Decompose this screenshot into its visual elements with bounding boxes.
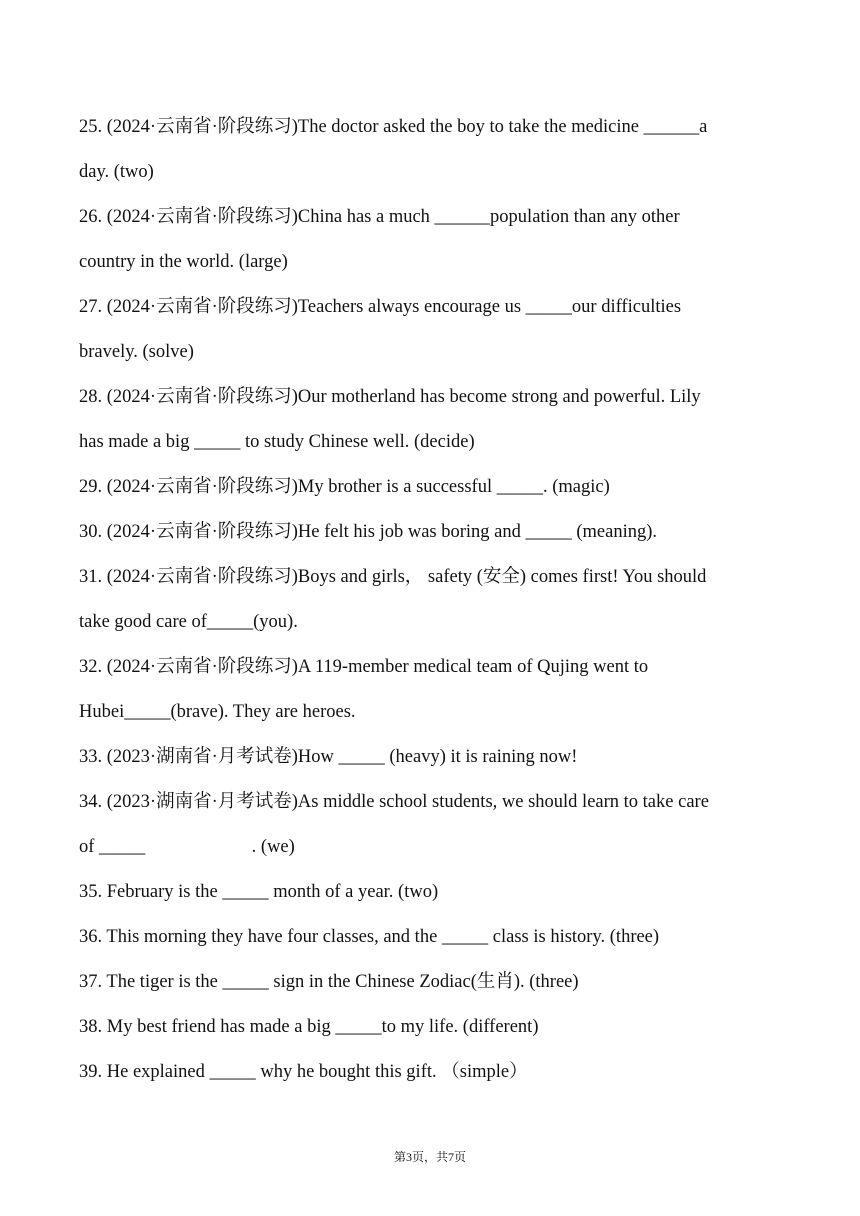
question-35: 35. February is the _____ month of a year. (two): [79, 882, 439, 902]
question-32-line-2: Hubei_____(brave). They are heroes.: [79, 702, 356, 722]
question-38: 38. My best friend has made a big _____to my life. (different): [79, 1017, 539, 1037]
question-28-line-2: has made a big _____ to study Chinese well. (decide): [79, 432, 475, 452]
question-25-line-1: 25. (2024·云南省·阶段练习)The doctor asked the boy to take the medicine ______a: [79, 117, 708, 137]
question-37: 37. The tiger is the _____ sign in the Chinese Zodiac(生肖). (three): [79, 972, 579, 992]
question-25-line-2: day. (two): [79, 162, 154, 182]
question-32-line-1: 32. (2024·云南省·阶段练习)A 119-member medical team of Qujing went to: [79, 657, 649, 677]
question-26-line-1: 26. (2024·云南省·阶段练习)China has a much ______population than any other: [79, 207, 680, 227]
question-29: 29. (2024·云南省·阶段练习)My brother is a successful _____. (magic): [79, 477, 610, 497]
question-27-line-2: bravely. (solve): [79, 342, 194, 362]
question-31-line-2: take good care of_____(you).: [79, 612, 298, 632]
exercise-list: [79, 105, 779, 1095]
question-34-line-2: of _____ . (we): [79, 837, 295, 857]
page-footer: 第3页，共7页: [393, 1150, 466, 1164]
question-39: 39. He explained _____ why he bought this gift. （simple）: [79, 1062, 528, 1082]
question-30: 30. (2024·云南省·阶段练习)He felt his job was boring and _____ (meaning).: [79, 522, 658, 542]
question-33: 33. (2023·湖南省·月考试卷)How _____ (heavy) it is raining now!: [79, 747, 578, 767]
question-34-line-1: 34. (2023·湖南省·月考试卷)As middle school students, we should learn to take care: [79, 792, 709, 812]
question-27-line-1: 27. (2024·云南省·阶段练习)Teachers always encourage us _____our difficulties: [79, 297, 682, 317]
question-26-line-2: country in the world. (large): [79, 252, 288, 272]
question-31-line-1: 31. (2024·云南省·阶段练习)Boys and girls， safety (安全) comes first! You should: [79, 567, 707, 587]
question-28-line-1: 28. (2024·云南省·阶段练习)Our motherland has become strong and powerful. Lily: [79, 387, 701, 407]
question-36: 36. This morning they have four classes, and the _____ class is history. (three): [79, 927, 660, 947]
